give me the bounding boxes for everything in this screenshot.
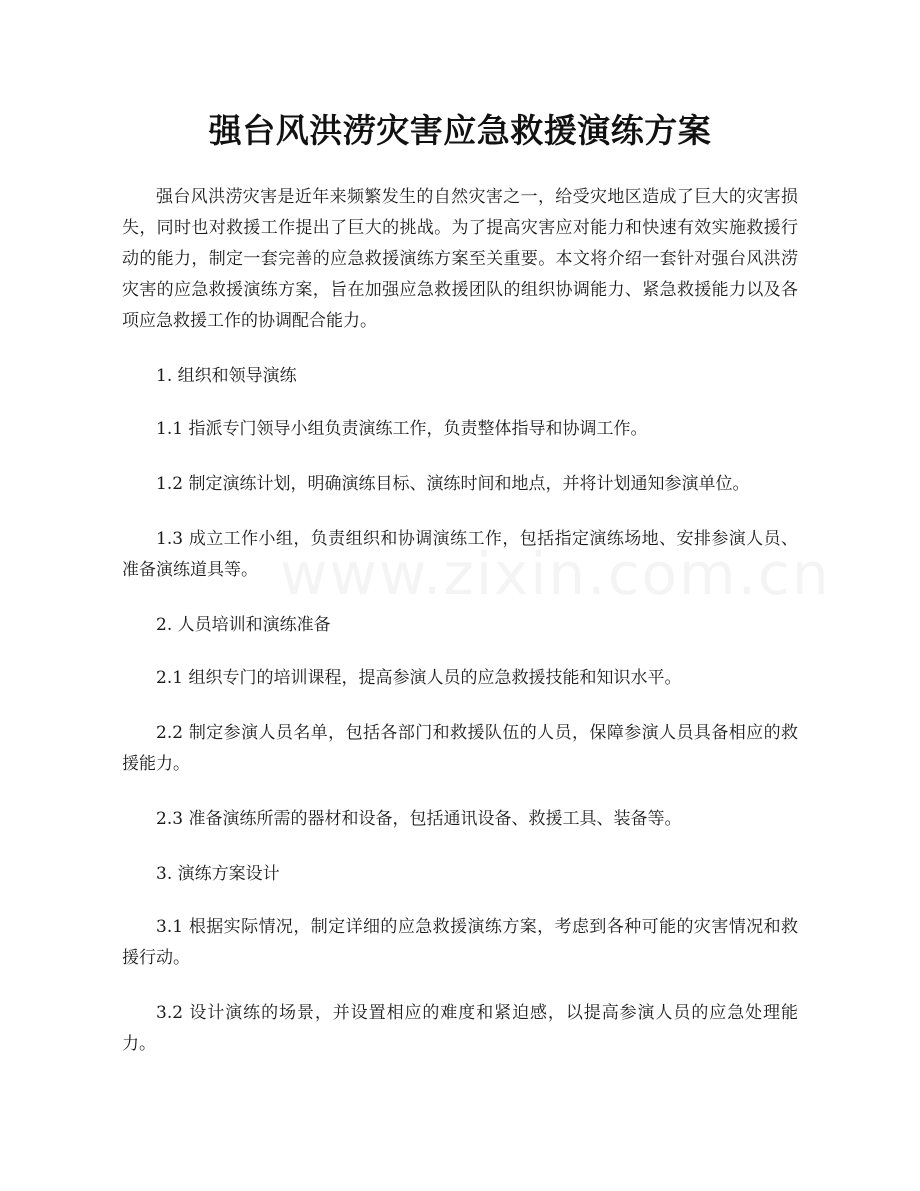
section-item-2-2: 2.2 制定参演人员名单，包括各部门和救援队伍的人员，保障参演人员具备相应的救援能力。 xyxy=(122,723,798,774)
document-body xyxy=(122,182,798,1084)
section-item-3-1: 3.1 根据实际情况，制定详细的应急救援演练方案，考虑到各种可能的灾害情况和救援行动。 xyxy=(122,917,798,968)
section-item-1-3: 1.3 成立工作小组，负责组织和协调演练工作，包括指定演练场地、安排参演人员、准备演练道具等。 xyxy=(122,529,798,580)
section-item-2-3: 2.3 准备演练所需的器材和设备，包括通讯设备、救援工具、装备等。 xyxy=(156,809,682,829)
section-item-3-2: 3.2 设计演练的场景，并设置相应的难度和紧迫感，以提高参演人员的应急处理能力。 xyxy=(122,1003,798,1054)
section-item-1-2: 1.2 制定演练计划，明确演练目标、演练时间和地点，并将计划通知参演单位。 xyxy=(156,474,750,494)
intro-paragraph: 强台风洪涝灾害是近年来频繁发生的自然灾害之一，给受灾地区造成了巨大的灾害损失，同时也对救援工作提出了巨大的挑战。为了提高灾害应对能力和快速有效实施救援行动的能力，制定一套完善的应急救援演练方案至关重要。本文将介绍一套针对强台风洪涝灾害的应急救援演练方案，旨在加强应急救援团队的组织协调能力、紧急救援能力以及各项应急救援工作的协调配合能力。 xyxy=(122,187,798,331)
section-item-1-1: 1.1 指派专门领导小组负责演练工作，负责整体指导和协调工作。 xyxy=(156,419,648,439)
section-heading-1: 1. 组织和领导演练 xyxy=(156,366,297,386)
section-heading-3: 3. 演练方案设计 xyxy=(156,864,280,884)
section-item-2-1: 2.1 组织专门的培训课程，提高参演人员的应急救援技能和知识水平。 xyxy=(156,668,682,688)
section-heading-2: 2. 人员培训和演练准备 xyxy=(156,615,331,635)
document-title: 强台风洪涝灾害应急救援演练方案 xyxy=(208,111,712,150)
